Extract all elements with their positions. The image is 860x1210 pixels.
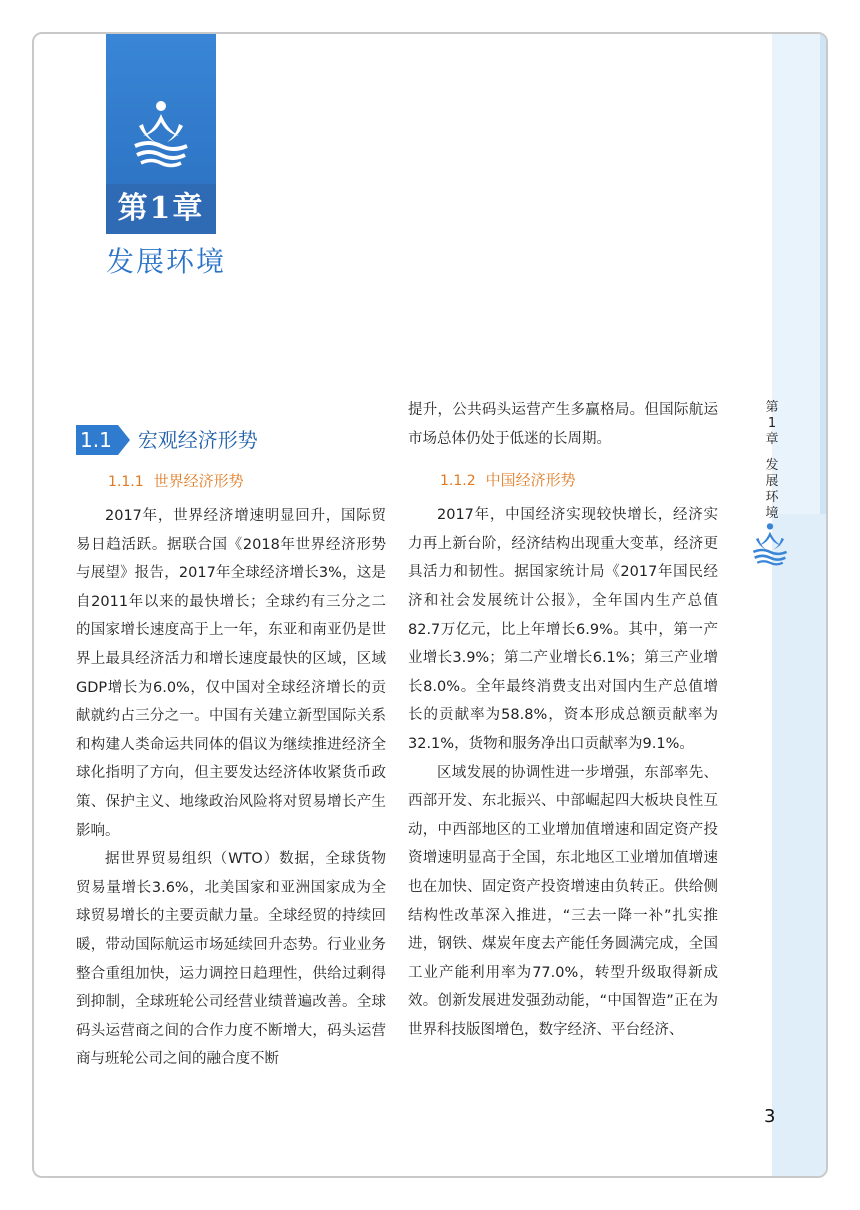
side-label-char: 展 [765,474,779,489]
subsection-heading-world [108,468,386,494]
side-label-gap [762,448,782,458]
paragraph: 2017年，世界经济增速明显回升，国际贸易日趋活跃。据联合国《2018年世界经济形势与展望》报告，2017年全球经济增长3%，这是自2011年以来的最快增长；全球约有三分之二的国家增长速度高于上一年，东亚和南亚仍是世界上最具经济活力和增长速度最快的区域，区域GDP增长为6.0%，仅中国对全球经济增长的贡献就约占三分之一。中国有关建立新型国际关系和构建人类命运共同体的倡议为继续推进经济全球化指明了方向，但主要发达经济体收紧货币政策、保护主义、地缘政治风险将对贸易增长产生影响。 [76,508,386,839]
side-chapter-label [762,400,782,522]
paragraph: 据世界贸易组织（WTO）数据，全球货物贸易量增长3.6%，北美国家和亚洲国家成为全球贸易增长的主要贡献力量。全球经贸的持续回暖，带动国际航运市场延续回升态势。行业业务整合重组加快，运力调控日趋理性，供给过剩得到抑制，全球班轮公司经营业绩普遍改善。全球码头运营商之间的合作力度不断增大，码头运营商与班轮公司之间的融合度不断 [76,851,386,1068]
side-strip-accent [820,34,828,514]
section-number: 1.1 [76,425,118,455]
paragraph: 区域发展的协调性进一步增强，东部率先、西部开发、东北振兴、中部崛起四大板块良性互动，中西部地区的工业增加值增速和固定资产投资增速明显高于全国，东北地区工业增加值增速也在加快、固定资产投资增速由负转正。供给侧结构性改革深入推进，“三去一降一补”扎实推进，钢铁、煤炭年度去产能任务圆满完成，全国工业产能利用率为77.0%，转型升级取得新成效。创新发展进发强劲动能，“中国智造”正在为世界科技版图增色，数字经济、平台经济、 [408,764,718,1038]
side-label-char: 发 [765,458,779,473]
subsection-heading-china [440,467,718,493]
subsection-title: 世界经济形势 [153,472,244,490]
section-heading [76,422,386,458]
right-column [408,396,718,1044]
chapter-label: 第1章 [106,184,216,234]
wave-logo-side-icon [748,520,792,566]
section-title: 宏观经济形势 [137,427,258,452]
side-margin-strip [772,34,828,1176]
side-label-char: 境 [765,506,779,521]
document-page [32,32,828,1178]
chapter-banner [106,34,216,234]
subsection-number: 1.1.2 [440,473,476,490]
paragraph-continued: 提升，公共码头运营产生多赢格局。但国际航运市场总体仍处于低迷的长周期。 [408,402,718,447]
side-label-char: 1 [767,416,777,431]
side-label-char: 环 [765,490,779,505]
subsection-title: 中国经济形势 [485,471,576,490]
page-number: 3 [764,1106,776,1127]
subsection-number: 1.1.1 [108,474,144,490]
chapter-title: 发展环境 [106,245,227,278]
wave-logo-icon [129,96,193,168]
paragraph: 2017年，中国经济实现较快增长，经济实力再上新台阶，经济结构出现重大变革，经济更具活力和韧性。据国家统计局《2017年国民经济和社会发展统计公报》，全年国内生产总值82.7万亿元，比上年增长6.9%。其中，第一产业增长3.9%；第二产业增长6.1%；第三产业增长8.0%。全年最终消费支出对国内生产总值增长的贡献率为58.8%，资本形成总额贡献率为32.1%，货物和服务净出口贡献率为9.1%。 [408,507,718,752]
side-label-char: 章 [765,432,779,447]
left-column [76,422,386,1074]
side-label-char: 第 [765,400,779,415]
